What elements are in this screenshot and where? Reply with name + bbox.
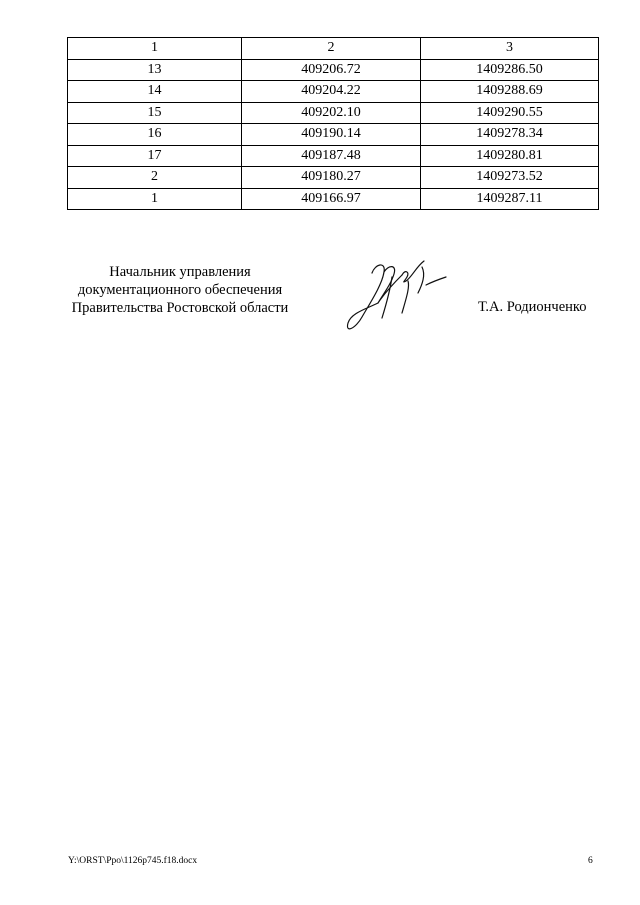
point-number-cell: 16 [68, 124, 242, 146]
table-row [68, 59, 599, 81]
table-row [68, 145, 599, 167]
table-row [68, 102, 599, 124]
table-row [68, 124, 599, 146]
column-header: 3 [421, 38, 599, 60]
point-number-cell: 14 [68, 81, 242, 103]
x-coordinate-cell: 409180.27 [242, 167, 421, 189]
y-coordinate-cell: 1409290.55 [421, 102, 599, 124]
y-coordinate-cell: 1409278.34 [421, 124, 599, 146]
x-coordinate-cell: 409206.72 [242, 59, 421, 81]
x-coordinate-cell: 409187.48 [242, 145, 421, 167]
y-coordinate-cell: 1409288.69 [421, 81, 599, 103]
handwritten-signature [342, 255, 452, 335]
point-number-cell: 17 [68, 145, 242, 167]
x-coordinate-cell: 409190.14 [242, 124, 421, 146]
signer-name: Т.А. Родионченко [478, 299, 587, 315]
point-number-cell: 2 [68, 167, 242, 189]
table-row [68, 167, 599, 189]
table-header-row [68, 38, 599, 60]
x-coordinate-cell: 409202.10 [242, 102, 421, 124]
y-coordinate-cell: 1409287.11 [421, 188, 599, 210]
table-row [68, 81, 599, 103]
point-number-cell: 1 [68, 188, 242, 210]
column-header: 2 [242, 38, 421, 60]
point-number-cell: 13 [68, 59, 242, 81]
page-number: 6 [588, 856, 593, 866]
footer-file-path: Y:\ORST\Ppo\1126p745.f18.docx [68, 856, 198, 866]
position-line: Начальник управления [109, 264, 251, 280]
table-row [68, 188, 599, 210]
position-line: Правительства Ростовской области [71, 300, 289, 316]
y-coordinate-cell: 1409286.50 [421, 59, 599, 81]
column-header: 1 [68, 38, 242, 60]
y-coordinate-cell: 1409273.52 [421, 167, 599, 189]
position-line: документационного обеспечения [77, 282, 283, 298]
y-coordinate-cell: 1409280.81 [421, 145, 599, 167]
x-coordinate-cell: 409166.97 [242, 188, 421, 210]
coordinates-table [67, 37, 599, 210]
signer-position [62, 263, 298, 317]
point-number-cell: 15 [68, 102, 242, 124]
x-coordinate-cell: 409204.22 [242, 81, 421, 103]
